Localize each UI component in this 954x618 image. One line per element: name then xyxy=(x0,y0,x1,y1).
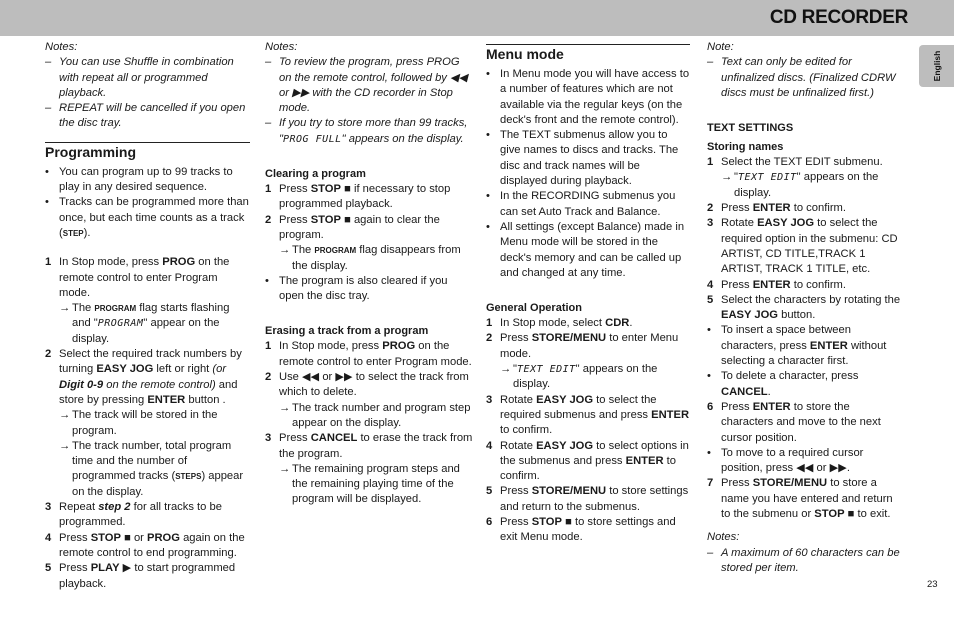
bullet-item: • To move to a required cursor position, press ◀◀ or ▶▶. xyxy=(707,446,864,475)
bullet-item: • The TEXT submenus allow you to give names to discs and tracks. The disc and track names will be displayed during playback. xyxy=(486,129,679,188)
bullet-item: • In the RECORDING submenus you can set Auto Track and Balance. xyxy=(486,190,676,218)
section-heading-programming: Programming xyxy=(45,143,137,160)
step-1-result: → The PROGRAM flag starts flashing and "PROGRAM" appear on the display. xyxy=(59,302,230,345)
bullet-item: • To delete a character, press CANCEL. xyxy=(707,370,859,398)
note-item: – A maximum of 60 characters can be stored per item. xyxy=(707,546,900,574)
header-bar xyxy=(0,0,954,36)
step-3: 3 Rotate EASY JOG to select the required option in the submenu: CD ARTIST, CD TITLE,TRACK 1 ARTIST, TRACK 1 TITLE, etc. xyxy=(707,217,898,276)
column-3 xyxy=(486,40,690,546)
subheading-storing-names: Storing names xyxy=(707,141,784,154)
step-1: 1 In Stop mode, select CDR. xyxy=(486,317,633,330)
subheading-clearing: Clearing a program xyxy=(265,168,366,181)
step-6: 6 Press STOP ■ to store settings and exit Menu mode. xyxy=(486,516,676,544)
step-2: 2 Press ENTER to confirm. xyxy=(707,202,846,215)
step-3-result: → The remaining program steps and the remaining playing time of the program will be displayed. xyxy=(279,462,460,506)
language-tab-label: English xyxy=(931,50,942,82)
notes-label: Notes: xyxy=(707,531,740,544)
step-2-result: → "TEXT EDIT" appears on the display. xyxy=(500,363,658,391)
notes-label: Notes: xyxy=(45,41,78,53)
page-title: CD RECORDER xyxy=(769,7,908,28)
step-1-result: → "TEXT EDIT" appears on the display. xyxy=(721,171,879,199)
step-5: 5 Press PLAY ▶ to start programmed playback. xyxy=(45,562,236,590)
bullet-item: • Tracks can be programmed more than once, but each time counts as a track (STEP). xyxy=(45,196,249,239)
notes-label: Notes: xyxy=(265,41,298,53)
subheading-general-operation: General Operation xyxy=(486,302,582,315)
bullet-item: • The program is also cleared if you open the disc tray. xyxy=(265,274,448,303)
step-4: 4 Press STOP ■ or PROG again on the remote control to end programming. xyxy=(45,531,245,559)
step-2: 2 Press STOP ■ again to clear the program. xyxy=(265,213,440,241)
step-2-result: → The track will be stored in the program. xyxy=(59,409,218,437)
step-5: 5 Press STORE/MENU to store settings and return to the submenus. xyxy=(486,485,689,513)
subheading-text-settings: TEXT SETTINGS xyxy=(707,122,794,135)
note-item: – To review the program, press PROG on the remote control, followed by ◀◀ or ▶▶ with the CD recorder in Stop mode. xyxy=(265,56,468,115)
bullet-item: • In Menu mode you will have access to a number of features which are not available via the regular keys (on the deck's front and the remote control). xyxy=(486,68,690,126)
note-item: – Text can only be edited for unfinalized discs. (Finalized CDRW discs must be unfinalized first.) xyxy=(707,56,896,99)
language-tab xyxy=(919,45,954,87)
step-3: 3 Rotate EASY JOG to select the required submenus and press ENTER to confirm. xyxy=(486,393,690,437)
step-4: 4 Rotate EASY JOG to select options in the submenus and press ENTER to confirm. xyxy=(486,439,689,483)
bullet-item: • You can program up to 99 tracks to play in any desired sequence. xyxy=(45,165,233,194)
step-7: 7 Press STORE/MENU to store a name you have entered and return to the submenu or STOP ■ to exit. xyxy=(707,477,893,521)
bullet-item: • All settings (except Balance) made in Menu mode will be stored in the deck's memory and can be called up and changed at any time. xyxy=(486,220,685,279)
page-number: 23 xyxy=(927,579,938,590)
step-2-result: → The track number and program step appear on the display. xyxy=(279,401,471,429)
step-6: 6 Press ENTER to store the characters and move to the next cursor position. xyxy=(707,400,881,444)
bullet-item: • To insert a space between characters, press ENTER without selecting a character first. xyxy=(707,324,887,368)
note-item: – If you try to store more than 99 tracks, "PROG FULL" appears on the display. xyxy=(265,117,468,145)
step-1: 1 In Stop mode, press PROG on the remote control to enter Program mode. xyxy=(45,256,230,299)
step-5: 5 Select the characters by rotating the EASY JOG button. xyxy=(707,293,901,322)
column-2 xyxy=(265,40,473,508)
column-4 xyxy=(707,40,902,576)
step-2: 2 Press STORE/MENU to enter Menu mode. xyxy=(486,332,679,360)
step-3: 3 Press CANCEL to erase the track from the program. xyxy=(265,432,473,460)
step-1: 1 In Stop mode, press PROG on the remote control to enter Program mode. xyxy=(265,340,472,368)
subheading-erasing: Erasing a track from a program xyxy=(265,325,429,338)
step-2: 2 Select the required track numbers by turning EASY JOG left or right (or Digit 0-9 on the remote control) and store by pressing ENTER button . xyxy=(45,348,242,406)
step-2-result: → The track number, total program time and the number of programmed tracks (STEPS) appear on the display. xyxy=(59,439,244,498)
step-4: 4 Press ENTER to confirm. xyxy=(707,278,846,291)
step-2: 2 Use ◀◀ or ▶▶ to select the track from which to delete. xyxy=(265,371,469,399)
step-2-result: → The PROGRAM flag disappears from the display. xyxy=(279,244,461,272)
note-item: – You can use Shuffle in combination with repeat all or programmed playback. xyxy=(45,56,234,99)
step-1: 1 Press STOP ■ if necessary to stop programmed playback. xyxy=(265,183,451,211)
note-item: – REPEAT will be cancelled if you open the disc tray. xyxy=(45,102,246,130)
step-1: 1 Select the TEXT EDIT submenu. xyxy=(707,156,883,169)
section-heading-menu-mode: Menu mode xyxy=(486,46,564,62)
step-3: 3 Repeat step 2 for all tracks to be programmed. xyxy=(45,501,222,529)
note-label: Note: xyxy=(707,41,734,53)
column-1 xyxy=(45,40,250,592)
